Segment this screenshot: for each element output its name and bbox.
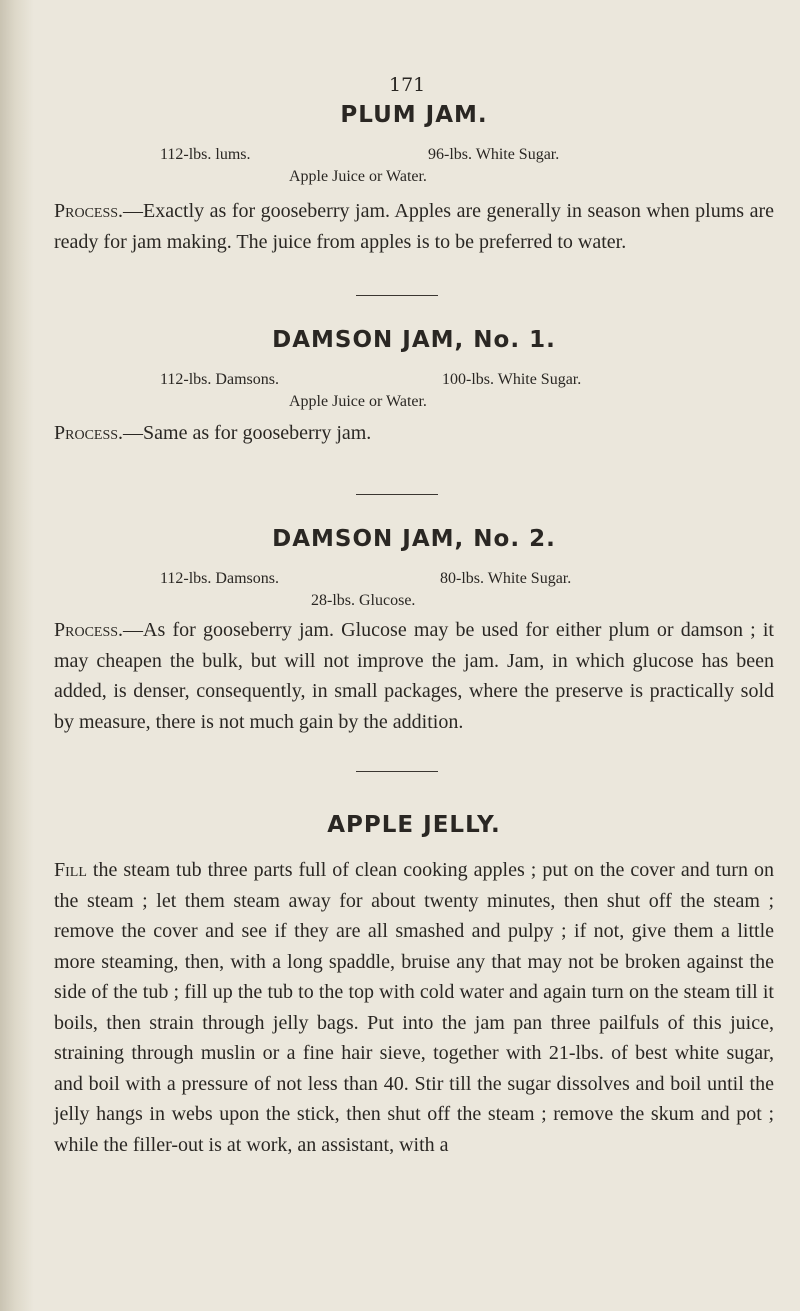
plum-jam-liquid: Apple Juice or Water. bbox=[289, 168, 427, 185]
damson-jam-1-sugar: 100-lbs. White Sugar. bbox=[442, 371, 582, 388]
section-divider bbox=[356, 771, 438, 772]
damson-jam-2-sugar: 80-lbs. White Sugar. bbox=[440, 570, 572, 587]
damson-jam-1-process bbox=[54, 418, 774, 449]
lead-word: Fill bbox=[54, 859, 87, 881]
process-text: —As for gooseberry jam. Glucose may be used for either plum or damson ; it may cheapen the bulk, but will not improve the jam. Jam, in which glucose has been added, is denser, consequently, in small packages, where the preserve is practically sold by measure, there is not much gain by the addition. bbox=[54, 619, 774, 733]
damson-jam-1-heading: DAMSON JAM, No. 1. bbox=[272, 327, 556, 353]
damson-jam-2-fruit: 112-lbs. Damsons. bbox=[160, 570, 279, 587]
damson-jam-1-fruit: 112-lbs. Damsons. bbox=[160, 371, 279, 388]
damson-jam-2-glucose: 28-lbs. Glucose. bbox=[311, 592, 416, 609]
damson-jam-2-process bbox=[54, 615, 774, 737]
section-divider bbox=[356, 295, 438, 296]
plum-jam-heading: PLUM JAM. bbox=[340, 102, 488, 128]
section-divider bbox=[356, 494, 438, 495]
process-label: Process. bbox=[54, 619, 124, 641]
process-text: —Same as for gooseberry jam. bbox=[123, 422, 372, 444]
process-label: Process. bbox=[54, 422, 124, 444]
body-text: the steam tub three parts full of clean cooking apples ; put on the cover and turn on the steam ; let them steam away for about twenty minutes, then shut off the steam ; remove the cover and see if they are all smashed and pulpy ; if not, give them a little more steaming, then, with a long spaddle, bruise any that may not be broken against the side of the tub ; fill up the tub to the top with cold water and again turn on the steam till it boils, then strain through jelly bags. Put into the jam pan three pailfuls of this juice, straining through muslin or a fine hair sieve, together with 21-lbs. of best white sugar, and boil with a pressure of not less than 40. Stir till the sugar dissolves and boil until the jelly hangs in webs upon the stick, then shut off the steam ; remove the skum and pot ; while the filler-out is at work, an assistant, with a bbox=[54, 859, 774, 1156]
book-spine-shadow bbox=[0, 0, 34, 1311]
plum-jam-process bbox=[54, 196, 774, 257]
process-label: Process. bbox=[54, 200, 124, 222]
plum-jam-fruit: 112-lbs. lums. bbox=[160, 146, 251, 163]
process-text: —Exactly as for gooseberry jam. Apples are generally in season when plums are ready for jam making. The juice from apples is to be preferred to water. bbox=[54, 200, 774, 253]
page-number: 171 bbox=[389, 74, 426, 96]
plum-jam-sugar: 96-lbs. White Sugar. bbox=[428, 146, 560, 163]
damson-jam-1-liquid: Apple Juice or Water. bbox=[289, 393, 427, 410]
damson-jam-2-heading: DAMSON JAM, No. 2. bbox=[272, 526, 556, 552]
apple-jelly-body bbox=[54, 855, 774, 1160]
apple-jelly-heading: APPLE JELLY. bbox=[327, 812, 501, 838]
